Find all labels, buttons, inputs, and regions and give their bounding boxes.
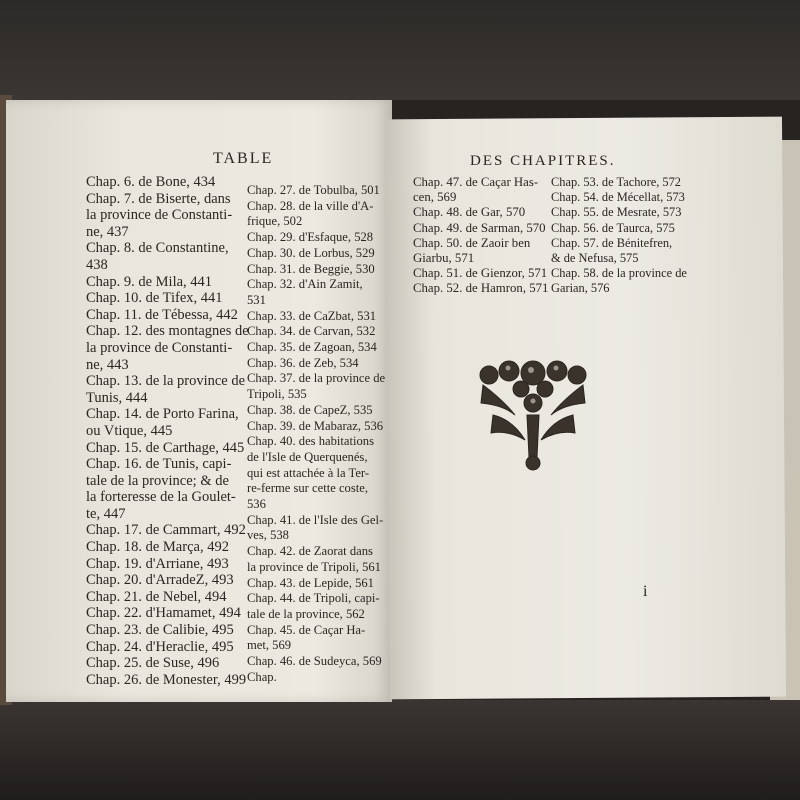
toc-line: Chap. 50. de Zaoir ben	[413, 235, 531, 250]
toc-line: la province de Constanti-	[86, 207, 233, 224]
toc-line: Chap. 14. de Porto Farina,	[86, 406, 239, 423]
toc-line: frique, 502	[247, 214, 303, 229]
toc-line: Chap. 13. de la province de	[86, 373, 246, 390]
toc-line: tale de la province; & de	[86, 472, 229, 489]
toc-line: tale de la province, 562	[247, 606, 365, 621]
toc-line: Chap. 18. de Marça, 492	[86, 539, 229, 556]
toc-line: Chap. 35. de Zagoan, 534	[247, 340, 377, 355]
toc-line: la province de Tripoli, 561	[247, 559, 381, 574]
toc-line: Chap. 45. de Caçar Ha-	[247, 622, 366, 637]
toc-line: Chap. 43. de Lepide, 561	[247, 575, 374, 590]
toc-line: Chap. 25. de Suse, 496	[86, 655, 220, 672]
toc-line: Chap. 19. d'Arriane, 493	[86, 555, 229, 572]
toc-line: Chap. 22. d'Hamamet, 494	[86, 605, 241, 622]
toc-line: Chap. 12. des montagnes de	[86, 323, 249, 340]
toc-line: Chap. 39. de Mabaraz, 536	[247, 418, 384, 433]
toc-line: Chap. 16. de Tunis, capi-	[86, 456, 232, 473]
toc-line: Chap. 21. de Nebel, 494	[86, 588, 227, 605]
toc-line: Garian, 576	[551, 281, 610, 296]
toc-line: ou Vtique, 445	[86, 422, 173, 439]
toc-line: Chap. 55. de Mesrate, 573	[551, 205, 682, 220]
toc-line: Chap. 8. de Constantine,	[86, 240, 229, 257]
toc-line: Chap. 6. de Bone, 434	[86, 174, 216, 190]
toc-line: met, 569	[247, 638, 292, 653]
toc-line: 438	[86, 256, 108, 273]
toc-line: & de Nefusa, 575	[551, 251, 639, 266]
toc-line: qui est attachée à la Ter-	[247, 465, 370, 480]
toc-line: Tunis, 444	[86, 389, 148, 406]
toc-line: re-ferme sur cette coste,	[247, 481, 368, 496]
toc-line: Chap. 24. d'Heraclie, 495	[86, 638, 234, 655]
toc-line: Chap. 27. de Tobulba, 501	[247, 183, 380, 197]
toc-line: Chap. 56. de Taurca, 575	[551, 220, 675, 235]
toc-line: ne, 443	[86, 356, 129, 373]
toc-line: 536	[247, 497, 266, 512]
toc-line: Giarbu, 571	[413, 251, 475, 266]
toc-line: Chap. 38. de CapeZ, 535	[247, 402, 373, 417]
toc-line: Chap. 9. de Mila, 441	[86, 273, 213, 290]
toc-line: Chap. 53. de Tachore, 572	[551, 175, 682, 189]
toc-line: Chap. 46. de Sudeyca, 569	[247, 654, 382, 669]
toc-line: Chap. 17. de Cammart, 492	[86, 522, 246, 539]
toc-line: Chap. 36. de Zeb, 534	[247, 355, 359, 370]
toc-line: te, 447	[86, 505, 126, 522]
toc-line: Chap. 49. de Sarman, 570	[413, 220, 546, 235]
toc-line: Chap. 7. de Biserte, dans	[86, 190, 231, 207]
left-page-column-1	[86, 174, 249, 688]
toc-line: Chap. 15. de Carthage, 445	[86, 439, 245, 456]
toc-line: Chap. 28. de la ville d'A-	[247, 198, 374, 213]
toc-line: Chap. 10. de Tifex, 441	[86, 290, 223, 307]
toc-line: Chap. 29. d'Esfaque, 528	[247, 230, 374, 245]
toc-line: cen, 569	[413, 190, 457, 205]
toc-line: Chap. 11. de Tébessa, 442	[86, 306, 238, 323]
toc-line: Chap. 31. de Beggie, 530	[247, 261, 375, 276]
floral-ornament	[463, 345, 603, 485]
toc-line: 531	[247, 292, 266, 307]
toc-line: Chap. 32. d'Ain Zamit,	[247, 277, 363, 292]
toc-line: de l'Isle de Querquenés,	[247, 449, 368, 464]
toc-line: Chap. 30. de Lorbus, 529	[247, 245, 375, 260]
toc-line: Chap. 23. de Calibie, 495	[86, 622, 234, 639]
toc-line: Chap. 37. de la province de	[247, 371, 386, 386]
toc-line: Chap. 54. de Mécellat, 573	[551, 190, 685, 205]
toc-line: Chap. 48. de Gar, 570	[413, 205, 526, 220]
toc-line: Chap. 42. de Zaorat dans	[247, 544, 373, 559]
toc-line: Chap.	[247, 669, 277, 684]
header-table: TABLE	[213, 150, 274, 167]
toc-line: la province de Constanti-	[86, 339, 233, 356]
toc-line: Chap. 34. de Carvan, 532	[247, 324, 376, 339]
toc-line: Chap. 40. des habitations	[247, 434, 374, 449]
toc-line: Chap. 58. de la province de	[551, 266, 687, 281]
toc-line: Tripoli, 535	[247, 387, 307, 402]
toc-line: ves, 538	[247, 528, 289, 543]
right-page-column-1	[413, 175, 558, 297]
toc-line: la forteresse de la Goulet-	[86, 489, 236, 506]
toc-line: Chap. 20. d'ArradeZ, 493	[86, 572, 234, 589]
toc-line: Chap. 26. de Monester, 499	[86, 671, 247, 688]
toc-line: Chap. 52. de Hamron, 571	[413, 281, 549, 296]
toc-line: Chap. 51. de Gienzor, 571	[413, 266, 548, 281]
right-page-column-2	[551, 175, 701, 297]
dark-background-bottom	[0, 700, 800, 800]
header-des-chapitres: DES CHAPITRES.	[470, 153, 616, 169]
toc-line: Chap. 47. de Caçar Has-	[413, 175, 539, 189]
toc-line: Chap. 44. de Tripoli, capi-	[247, 591, 380, 606]
dark-background-top	[0, 0, 800, 100]
toc-line: Chap. 41. de l'Isle des Gel-	[247, 512, 384, 527]
page-number: i	[643, 583, 648, 600]
toc-line: Chap. 57. de Bénitefren,	[551, 235, 673, 250]
toc-line: Chap. 33. de CaZbat, 531	[247, 308, 377, 323]
toc-line: ne, 437	[86, 223, 129, 240]
left-page-column-2	[247, 183, 387, 686]
